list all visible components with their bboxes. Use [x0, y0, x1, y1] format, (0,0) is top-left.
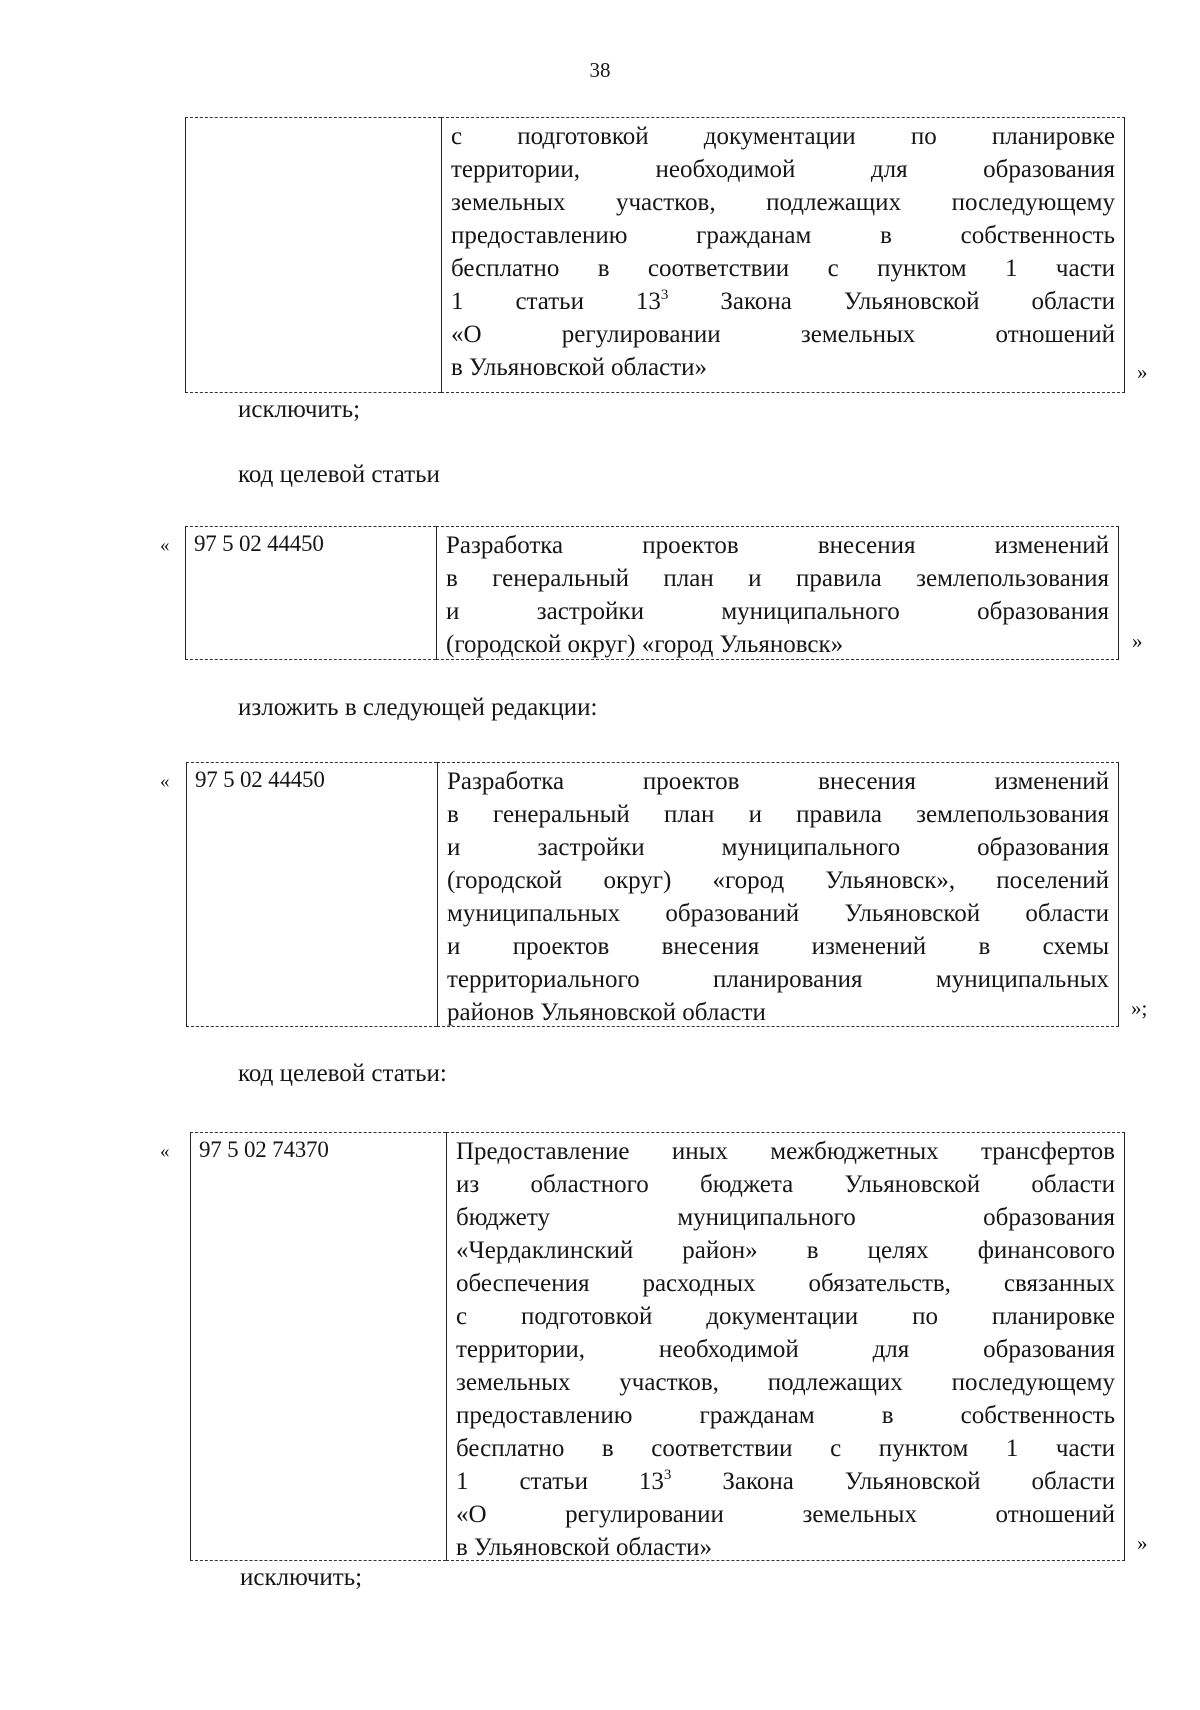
description-line: земельных участков, подлежащих последующему — [451, 189, 1115, 216]
line-rest: Закона Ульяновской области — [720, 288, 1116, 315]
line-start: 1 статьи 13 — [456, 1468, 664, 1495]
description-line: Разработка проектов внесения изменений — [447, 768, 1109, 795]
description-line: в генеральный план и правила землепользования — [447, 801, 1109, 828]
superscript: 3 — [663, 1467, 672, 1483]
code-cell: 97 5 02 74370 — [190, 1132, 446, 1561]
description-line: в генеральный план и правила землепользования — [446, 565, 1109, 592]
line-rest: Закона Ульяновской области — [722, 1468, 1116, 1495]
description-line: территории, необходимой для образования — [451, 156, 1115, 183]
description-line: территориального планирования муниципальных — [447, 966, 1109, 993]
description-line: «Чердаклинский район» в целях финансового — [456, 1237, 1115, 1264]
description-line: районов Ульяновской области — [447, 999, 766, 1026]
description-line: из областного бюджета Ульяновской области — [456, 1171, 1115, 1198]
description-line: с подготовкой документации по планировке — [451, 123, 1115, 150]
table-block-old-wording — [185, 526, 1119, 660]
description-line: Разработка проектов внесения изменений — [446, 532, 1109, 559]
description-line: предоставлению гражданам в собственность — [456, 1402, 1115, 1429]
description-line: бесплатно в соответствии с пунктом 1 части — [456, 1435, 1115, 1462]
closing-quote: » — [1132, 629, 1143, 653]
description-line: (городской округ) «город Ульяновск», поселений — [447, 867, 1109, 894]
line-start: 1 статьи 13 — [451, 288, 661, 315]
table-block-new-wording — [186, 762, 1119, 1027]
closing-quote: » — [1137, 360, 1148, 384]
code-cell: 97 5 02 44450 — [186, 762, 437, 1027]
description-cell — [446, 1132, 1125, 1561]
description-line: «О регулировании земельных отношений — [456, 1501, 1115, 1528]
superscript: 3 — [660, 287, 669, 303]
instruction-exclude: исключить; — [240, 1564, 363, 1591]
description-line: территории, необходимой для образования — [456, 1336, 1115, 1363]
closing-quote: » — [1137, 1531, 1148, 1555]
description-cell — [436, 526, 1119, 660]
code-cell-empty — [185, 117, 441, 393]
description-cell — [441, 117, 1125, 393]
description-line: и проектов внесения изменений в схемы — [447, 933, 1109, 960]
description-line: предоставлению гражданам в собственность — [451, 222, 1115, 249]
opening-quote: « — [160, 771, 170, 792]
description-line: Предоставление иных межбюджетных трансфертов — [456, 1138, 1115, 1165]
closing-quote: »; — [1131, 996, 1148, 1020]
opening-quote: « — [160, 535, 170, 556]
instruction-exclude: исключить; — [238, 396, 361, 423]
instruction-target-code: код целевой статьи — [238, 461, 440, 488]
description-line: (городской округ) «город Ульяновск» — [446, 631, 844, 658]
description-line: в Ульяновской области» — [456, 1534, 713, 1561]
page-number: 38 — [589, 58, 611, 82]
table-block-continuation — [185, 117, 1125, 393]
description-line: и застройки муниципального образования — [446, 598, 1109, 625]
description-line: в Ульяновской области» — [451, 354, 708, 381]
description-line: бюджету муниципального образования — [456, 1204, 1115, 1231]
description-line: муниципальных образований Ульяновской области — [447, 900, 1109, 927]
instruction-new-wording: изложить в следующей редакции: — [238, 694, 598, 721]
description-line: с подготовкой документации по планировке — [456, 1303, 1115, 1330]
instruction-target-code: код целевой статьи: — [238, 1060, 447, 1087]
code-cell: 97 5 02 44450 — [185, 526, 436, 660]
description-line: земельных участков, подлежащих последующему — [456, 1369, 1115, 1396]
description-line: обеспечения расходных обязательств, связанных — [456, 1270, 1115, 1297]
description-line: «О регулировании земельных отношений — [451, 321, 1115, 348]
description-line: и застройки муниципального образования — [447, 834, 1109, 861]
description-line-with-superscript — [451, 285, 1115, 318]
opening-quote: « — [160, 1141, 170, 1162]
table-block-exclude — [190, 1132, 1125, 1561]
description-cell — [437, 762, 1119, 1027]
description-line: бесплатно в соответствии с пунктом 1 части — [451, 255, 1115, 282]
description-line-with-superscript — [456, 1465, 1115, 1498]
